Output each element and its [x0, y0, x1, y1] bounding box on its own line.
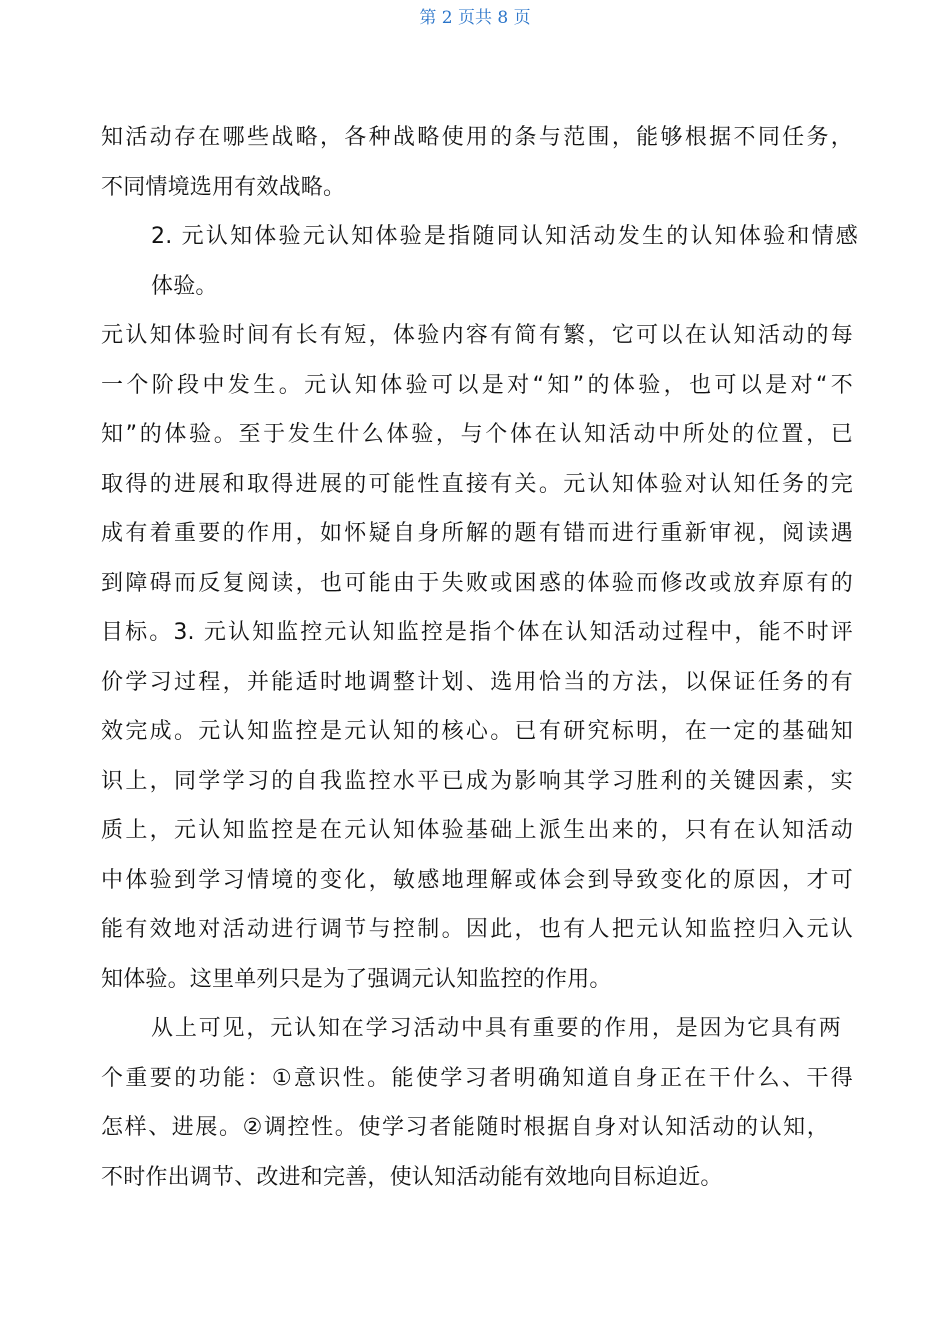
text-line: 目标。3. 元认知监控元认知监控是指个体在认知活动过程中，能不时评	[101, 620, 853, 645]
text-line: 能有效地对活动进行调节与控制。因此，也有人把元认知监控归入元认	[101, 917, 853, 942]
page-number-header: 第 2 页共 8 页	[419, 8, 531, 28]
text-line: 2. 元认知体验元认知体验是指随同认知活动发生的认知体验和情感	[151, 224, 858, 249]
text-line: 知”的体验。至于发生什么体验，与个体在认知活动中所处的位置，已	[101, 422, 853, 447]
text-line: 个重要的功能：①意识性。能使学习者明确知道自身正在干什么、干得	[101, 1065, 853, 1091]
paragraph-strategy-continuation	[101, 113, 853, 212]
text-line: 知活动存在哪些战略，各种战略使用的条与范围，能够根据不同任务，	[101, 125, 853, 150]
document-body	[101, 113, 858, 1202]
paragraph-metacognitive-experience-heading	[101, 212, 858, 311]
text-line: 价学习过程，并能适时地调整计划、选用恰当的方法，以保证任务的有	[101, 669, 853, 695]
text-line: 到障碍而反复阅读，也可能由于失败或困惑的体验而修改或放弃原有的	[101, 570, 853, 596]
text-line: 识上，同学学习的自我监控水平已成为影响其学习胜利的关键因素，实	[101, 768, 853, 794]
paragraph-metacognitive-experience-body	[101, 311, 853, 1004]
text-line: 不同情境选用有效战略。	[101, 174, 346, 200]
text-line: 中体验到学习情境的变化，敏感地理解或体会到导致变化的原因，才可	[101, 867, 853, 893]
text-line: 取得的进展和取得进展的可能性直接有关。元认知体验对认知任务的完	[101, 471, 853, 497]
text-line: 效完成。元认知监控是元认知的核心。已有研究标明，在一定的基础知	[101, 719, 853, 744]
paragraph-metacognition-functions	[101, 1004, 853, 1202]
text-line: 质上，元认知监控是在元认知体验基础上派生出来的，只有在认知活动	[101, 818, 853, 843]
text-line: 知体验。这里单列只是为了强调元认知监控的作用。	[101, 966, 612, 992]
text-line: 从上可见，元认知在学习活动中具有重要的作用，是因为它具有两	[151, 1016, 841, 1041]
text-line: 不时作出调节、改进和完善，使认知活动能有效地向目标迫近。	[101, 1164, 723, 1190]
text-line: 元认知体验时间有长有短，体验内容有简有繁，它可以在认知活动的每	[101, 323, 853, 348]
text-line: 成有着重要的作用，如怀疑自身所解的题有错而进行重新审视，阅读遇	[101, 521, 853, 546]
text-line: 怎样、进展。②调控性。使学习者能随时根据自身对认知活动的认知，	[101, 1115, 829, 1140]
text-line: 一个阶段中发生。元认知体验可以是对“知”的体验，也可以是对“不	[101, 372, 853, 398]
text-line: 体验。	[151, 273, 218, 299]
